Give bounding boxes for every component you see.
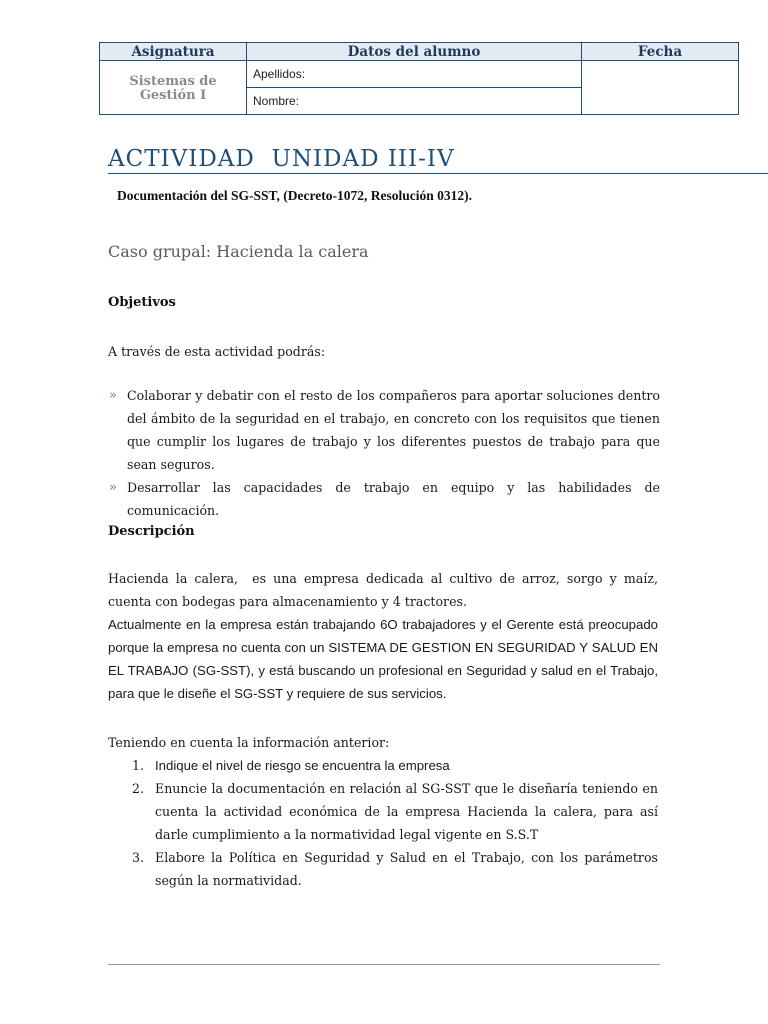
activity-title: ACTIVIDAD UNIDAD III-IV <box>108 146 455 172</box>
case-title: Caso grupal: Hacienda la calera <box>108 242 369 261</box>
list-item-text: Colaborar y debatir con el resto de los compañeros para aportar soluciones dentro del ámbito de la seguridad en el trabajo, en concreto con los requisitos que tienen que cumplir los lugares de trabajo y los diferentes puestos de trabajo para que sean seguros. <box>127 388 660 472</box>
description-body <box>108 567 663 705</box>
task-text: Enuncie la documentación en relación al SG-SST que le diseñaría teniendo en cuenta la actividad económica de la empresa Hacienda la calera, para así darle cumplimiento a la normatividad legal vigente en S.S.T <box>155 781 658 842</box>
tasks-list <box>108 754 658 892</box>
objectives-heading: Objetivos <box>108 295 176 310</box>
bullet-icon: » <box>109 388 117 403</box>
objectives-intro: A través de esta actividad podrás: <box>108 344 326 359</box>
subject-header: Asignatura <box>100 43 247 61</box>
objectives-list <box>108 384 660 522</box>
list-item <box>108 476 660 522</box>
tasks-block <box>108 731 658 892</box>
activity-subtitle: Documentación del SG-SST, (Decreto-1072, Resolución 0312). <box>117 188 472 203</box>
task-number: 2. <box>132 781 145 796</box>
description-heading: Descripción <box>108 524 195 539</box>
description-paragraph: Actualmente en la empresa están trabajando 6O trabajadores y el Gerente está preocupado porque la empresa no cuenta con un SISTEMA DE GESTION EN SEGURIDAD Y SALUD EN EL TRABAJO (SG-SST), y está buscando un profesional en Seguridad y salud en el Trabajo, para que le diseñe el SG-SST y requiere de sus servicios. <box>108 617 658 701</box>
description-paragraph: Hacienda la calera, es una empresa dedicada al cultivo de arroz, sorgo y maíz, cuenta con bodegas para almacenamiento y 4 tractores. <box>108 571 663 609</box>
footer-divider <box>108 964 660 965</box>
task-number: 3. <box>132 850 145 865</box>
task-text: Elabore la Política en Seguridad y Salud en el Trabajo, con los parámetros según la normatividad. <box>155 850 658 888</box>
student-data-header: Datos del alumno <box>247 43 582 61</box>
tasks-lead: Teniendo en cuenta la información anterior: <box>108 735 390 750</box>
task-number: 1. <box>132 758 145 773</box>
date-field[interactable] <box>582 61 739 115</box>
list-item-text: Desarrollar las capacidades de trabajo en equipo y las habilidades de comunicación. <box>127 480 660 518</box>
student-info-table <box>99 42 739 115</box>
bullet-icon: » <box>109 480 117 495</box>
subject-value: Sistemas de Gestión I <box>100 61 247 115</box>
task-text: Indique el nivel de riesgo se encuentra la empresa <box>155 758 450 773</box>
list-item <box>108 754 658 777</box>
list-item <box>108 777 658 846</box>
list-item <box>108 846 658 892</box>
date-header: Fecha <box>582 43 739 61</box>
surname-field[interactable]: Apellidos: <box>247 61 582 88</box>
list-item <box>108 384 660 476</box>
name-field[interactable]: Nombre: <box>247 88 582 115</box>
title-underline <box>108 173 768 174</box>
